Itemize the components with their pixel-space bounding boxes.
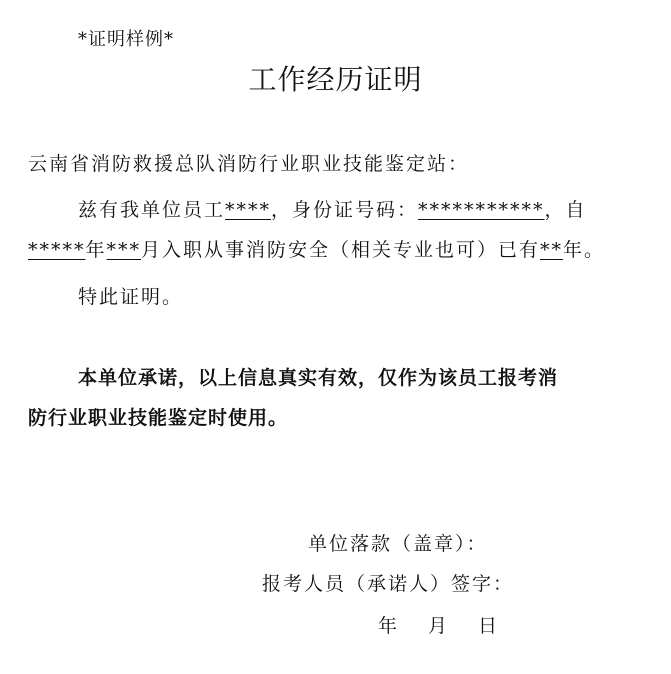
entry-year-field: ***** xyxy=(28,239,86,261)
employee-name-field: **** xyxy=(225,199,272,221)
date-line: 年 月 日 xyxy=(378,615,504,637)
years-of-service-field: ** xyxy=(540,239,564,261)
sample-label: *证明样例* xyxy=(78,29,174,50)
id-number-field: *********** xyxy=(418,199,545,221)
document-title: 工作经历证明 xyxy=(248,63,423,96)
year-unit: 年 xyxy=(85,239,107,261)
body-line2-mid: 月入职从事消防安全（相关专业也可）已有 xyxy=(141,239,541,261)
recipient-line: 云南省消防救援总队消防行业职业技能鉴定站： xyxy=(28,153,470,175)
commitment-line1: 本单位承诺，以上信息真实有效，仅作为该员工报考消 xyxy=(78,367,559,389)
certify-line: 特此证明。 xyxy=(78,286,184,308)
commitment-line2: 防行业职业技能鉴定时使用。 xyxy=(28,407,289,429)
body-paragraph-line2 xyxy=(28,238,605,262)
body-prefix: 兹有我单位员工 xyxy=(78,199,226,221)
body-suffix: ，自 xyxy=(544,199,587,221)
body-mid: ，身份证号码： xyxy=(271,199,419,221)
entry-month-field: *** xyxy=(106,239,142,261)
applicant-signature-line: 报考人员（承诺人）签字： xyxy=(262,573,515,595)
body-line2-suffix: 年。 xyxy=(563,239,606,261)
unit-seal-line: 单位落款（盖章）： xyxy=(308,533,488,555)
body-paragraph-line1 xyxy=(78,198,587,222)
